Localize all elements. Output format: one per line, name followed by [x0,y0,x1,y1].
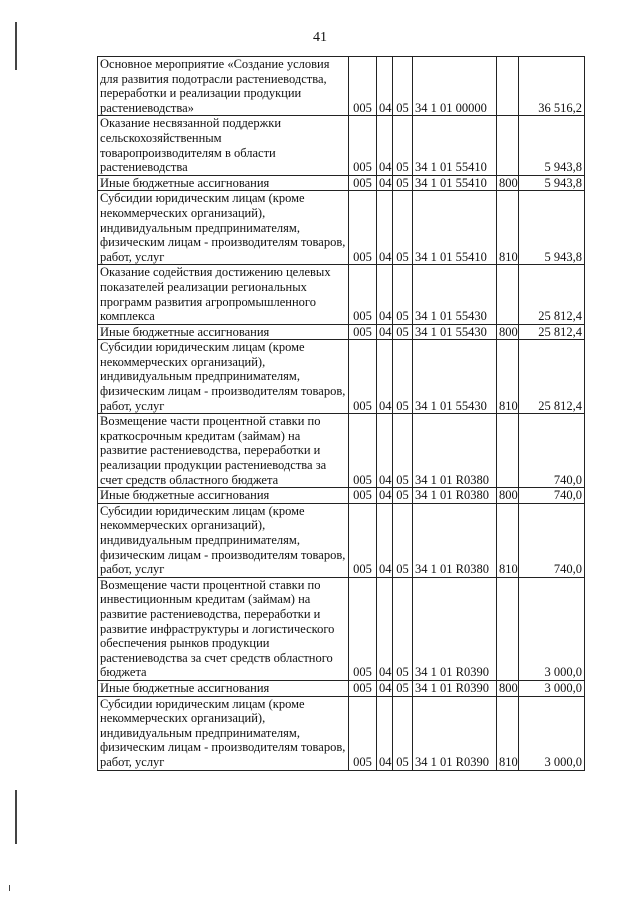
row-sum: 5 943,8 [519,116,585,175]
table-row [98,191,585,265]
row-ved: 005 [349,191,377,265]
row-pr: 05 [393,488,413,504]
row-sum: 3 000,0 [519,680,585,696]
row-sum: 36 516,2 [519,57,585,116]
row-name: Возмещение части процентной ставки по инвестиционным кредитам (займам) на развитие растениеводства, переработки и развитие инфраструктуры и логистического обеспечения рынков продукции растениеводства за счет средств областного бюджета [98,577,349,680]
row-sum: 740,0 [519,414,585,488]
table-row [98,414,585,488]
row-rz: 04 [377,324,393,340]
row-vr: 810 [497,503,519,577]
row-sum: 740,0 [519,503,585,577]
row-pr: 05 [393,175,413,191]
row-name: Иные бюджетные ассигнования [98,488,349,504]
row-ved: 005 [349,57,377,116]
row-ved: 005 [349,696,377,770]
table-row [98,488,585,504]
row-sum: 25 812,4 [519,265,585,324]
row-rz: 04 [377,503,393,577]
row-pr: 05 [393,265,413,324]
row-sum: 25 812,4 [519,324,585,340]
row-name: Оказание содействия достижению целевых показателей реализации региональных программ развития агропромышленного комплекса [98,265,349,324]
table-row [98,57,585,116]
row-csr: 34 1 01 R0380 [413,414,497,488]
row-pr: 05 [393,324,413,340]
budget-table-body [98,57,585,771]
row-csr: 34 1 01 55430 [413,324,497,340]
row-name: Основное мероприятие «Создание условия для развития подотрасли растениеводства, переработки и реализации продукции растениеводства» [98,57,349,116]
margin-mark-dot [9,885,10,891]
row-pr: 05 [393,503,413,577]
row-pr: 05 [393,57,413,116]
page-number: 41 [313,30,327,45]
row-rz: 04 [377,57,393,116]
row-pr: 05 [393,680,413,696]
row-ved: 005 [349,116,377,175]
row-csr: 34 1 01 R0380 [413,503,497,577]
row-sum: 25 812,4 [519,340,585,414]
row-csr: 34 1 01 55430 [413,340,497,414]
row-rz: 04 [377,488,393,504]
row-csr: 34 1 01 R0390 [413,696,497,770]
row-ved: 005 [349,577,377,680]
row-csr: 34 1 01 55410 [413,191,497,265]
row-ved: 005 [349,340,377,414]
row-vr: 810 [497,696,519,770]
row-name: Оказание несвязанной поддержки сельскохозяйственным товаропроизводителям в области растениеводства [98,116,349,175]
budget-table [97,56,585,771]
table-row [98,324,585,340]
row-vr [497,116,519,175]
row-name: Иные бюджетные ассигнования [98,175,349,191]
row-vr [497,414,519,488]
row-name: Субсидии юридическим лицам (кроме некоммерческих организаций), индивидуальным предпринимателям, физическим лицам - производителям товаров, работ, услуг [98,696,349,770]
row-ved: 005 [349,680,377,696]
row-pr: 05 [393,577,413,680]
row-vr: 800 [497,680,519,696]
table-row [98,340,585,414]
row-ved: 005 [349,175,377,191]
row-rz: 04 [377,340,393,414]
row-vr [497,57,519,116]
table-row [98,116,585,175]
row-rz: 04 [377,175,393,191]
row-name: Субсидии юридическим лицам (кроме некоммерческих организаций), индивидуальным предпринимателям, физическим лицам - производителям товаров, работ, услуг [98,503,349,577]
row-csr: 34 1 01 55410 [413,116,497,175]
row-ved: 005 [349,488,377,504]
row-sum: 3 000,0 [519,577,585,680]
row-vr: 800 [497,488,519,504]
row-name: Субсидии юридическим лицам (кроме некоммерческих организаций), индивидуальным предпринимателям, физическим лицам - производителям товаров, работ, услуг [98,191,349,265]
row-sum: 3 000,0 [519,696,585,770]
row-rz: 04 [377,696,393,770]
row-vr: 800 [497,324,519,340]
table-row [98,680,585,696]
row-pr: 05 [393,696,413,770]
table-row [98,265,585,324]
row-vr: 810 [497,340,519,414]
row-rz: 04 [377,265,393,324]
row-pr: 05 [393,191,413,265]
row-csr: 34 1 01 R0390 [413,577,497,680]
row-rz: 04 [377,191,393,265]
row-name: Иные бюджетные ассигнования [98,324,349,340]
row-rz: 04 [377,577,393,680]
row-ved: 005 [349,503,377,577]
row-csr: 34 1 01 00000 [413,57,497,116]
table-row [98,175,585,191]
row-ved: 005 [349,324,377,340]
row-sum: 5 943,8 [519,191,585,265]
row-name: Возмещение части процентной ставки по краткосрочным кредитам (займам) на развитие растениеводства, переработки и реализации продукции растениеводства за счет средств областного бюджета [98,414,349,488]
row-ved: 005 [349,414,377,488]
row-ved: 005 [349,265,377,324]
row-pr: 05 [393,340,413,414]
row-vr [497,265,519,324]
row-csr: 34 1 01 55410 [413,175,497,191]
row-sum: 5 943,8 [519,175,585,191]
row-csr: 34 1 01 R0390 [413,680,497,696]
table-row [98,577,585,680]
row-name: Иные бюджетные ассигнования [98,680,349,696]
margin-mark-bottom [15,790,17,844]
row-vr [497,577,519,680]
row-name: Субсидии юридическим лицам (кроме некоммерческих организаций), индивидуальным предпринимателям, физическим лицам - производителям товаров, работ, услуг [98,340,349,414]
row-csr: 34 1 01 55430 [413,265,497,324]
table-row [98,503,585,577]
row-rz: 04 [377,116,393,175]
row-pr: 05 [393,414,413,488]
row-rz: 04 [377,414,393,488]
row-vr: 800 [497,175,519,191]
table-row [98,696,585,770]
row-csr: 34 1 01 R0380 [413,488,497,504]
row-pr: 05 [393,116,413,175]
row-rz: 04 [377,680,393,696]
row-sum: 740,0 [519,488,585,504]
row-vr: 810 [497,191,519,265]
